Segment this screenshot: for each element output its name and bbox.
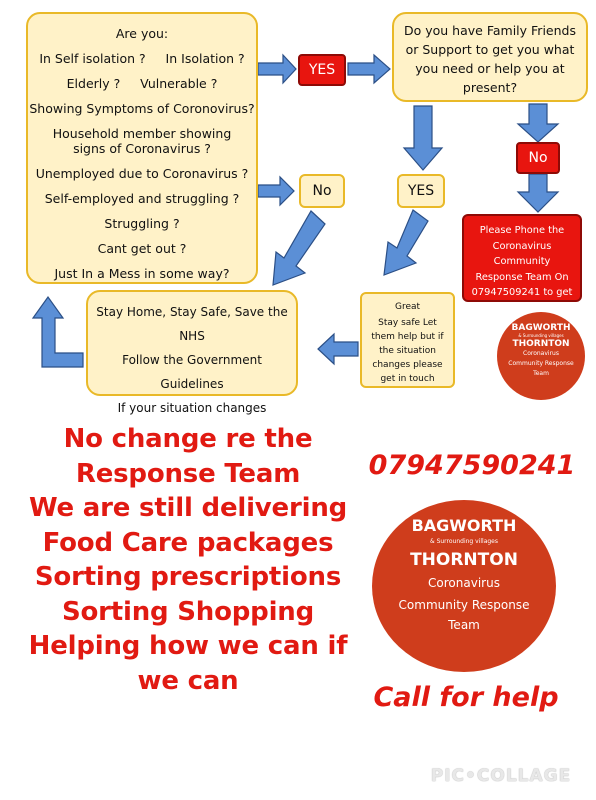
family-question-text: Do you have Family Friends or Support to get you what you need or help you at present?: [404, 23, 576, 95]
small-logo-line5: Community Response: [508, 360, 574, 367]
announcement-line: Helping how we can if: [28, 631, 348, 661]
announcement-text: [18, 422, 358, 698]
arrow-down-to-no: [518, 104, 558, 142]
arrow-down-to-phone: [518, 174, 558, 212]
small-logo-line4: Coronavirus: [523, 350, 559, 357]
announcement-line: No change re the: [63, 424, 313, 454]
great-title: Great: [394, 302, 421, 312]
yes-top-label: YES: [298, 54, 346, 86]
small-logo-line3: THORNTON: [512, 339, 570, 349]
arrow-right-to-yes: [258, 55, 296, 83]
arrow-diag-yes-to-great: [384, 210, 428, 275]
family-question-box: [392, 12, 588, 102]
small-logo-line2: & Surrounding villages: [518, 333, 564, 338]
questions-box: [26, 12, 258, 284]
large-logo-line4: Coronavirus: [428, 576, 500, 590]
no-left-label: No: [299, 174, 345, 208]
arrow-right-to-family: [348, 55, 390, 83]
announcement-line: Response Team: [75, 458, 301, 489]
call-for-help: Call for help: [373, 682, 559, 713]
announcement-line: Sorting prescriptions: [34, 562, 342, 592]
watermark-logo: PIC•COLLAGE: [430, 766, 572, 786]
arrow-left-to-stayhome: [318, 334, 358, 364]
large-logo-line3: THORNTON: [410, 550, 518, 570]
large-team-logo: [372, 500, 556, 672]
stay-home-line: If your situation changes: [117, 401, 267, 415]
question-line: Household member showing signs of Coronavirus ?: [52, 126, 232, 156]
small-logo-line1: BAGWORTH: [511, 323, 571, 333]
question-line: Elderly ? Vulnerable ?: [66, 76, 218, 91]
arrow-loop-back-up: [33, 297, 83, 367]
stay-home-line: Stay Home, Stay Safe, Save the NHS: [96, 305, 288, 343]
small-logo-line6: Team: [533, 370, 549, 377]
phone-team-box: [462, 214, 582, 302]
large-logo-line6: Team: [448, 618, 480, 632]
question-line: Just In a Mess in some way?: [54, 266, 230, 281]
great-text: Stay safe Let them help but if the situation changes please get in touch: [371, 318, 444, 384]
question-line: Struggling ?: [104, 216, 180, 231]
phone-team-text: Please Phone the Coronavirus Community Response Team On 07947509241 to get: [471, 225, 573, 298]
question-line: Unemployed due to Coronavirus ?: [35, 166, 249, 181]
announcement-line: We are still delivering: [28, 493, 348, 523]
questions-title: Are you:: [115, 26, 169, 41]
question-line: Showing Symptoms of Coronovirus?: [29, 101, 255, 116]
arrow-right-to-no: [258, 177, 294, 205]
question-line: In Self isolation ? In Isolation ?: [39, 51, 245, 66]
stay-home-line: Guidelines: [160, 377, 224, 391]
arrow-diag-no-to-stayhome: [273, 211, 325, 285]
great-box: [360, 292, 455, 388]
yes-middle-label: YES: [397, 174, 445, 208]
phone-number: 07947590241: [368, 450, 576, 481]
arrow-down-to-yes: [404, 106, 442, 170]
announcement-line: we can: [137, 665, 239, 696]
announcement-line: Sorting Shopping: [61, 596, 315, 627]
small-team-logo: [497, 312, 585, 400]
large-logo-line1: BAGWORTH: [411, 516, 517, 535]
no-right-label: No: [516, 142, 560, 174]
question-line: Cant get out ?: [97, 241, 187, 256]
stay-home-line: Follow the Government: [122, 353, 262, 367]
announcement-line: Food Care packages: [42, 527, 334, 558]
stay-home-box: [86, 290, 298, 415]
question-line: Self-employed and struggling ?: [44, 191, 240, 206]
large-logo-line2: & Surrounding villages: [429, 538, 499, 545]
large-logo-line5: Community Response: [398, 598, 530, 612]
